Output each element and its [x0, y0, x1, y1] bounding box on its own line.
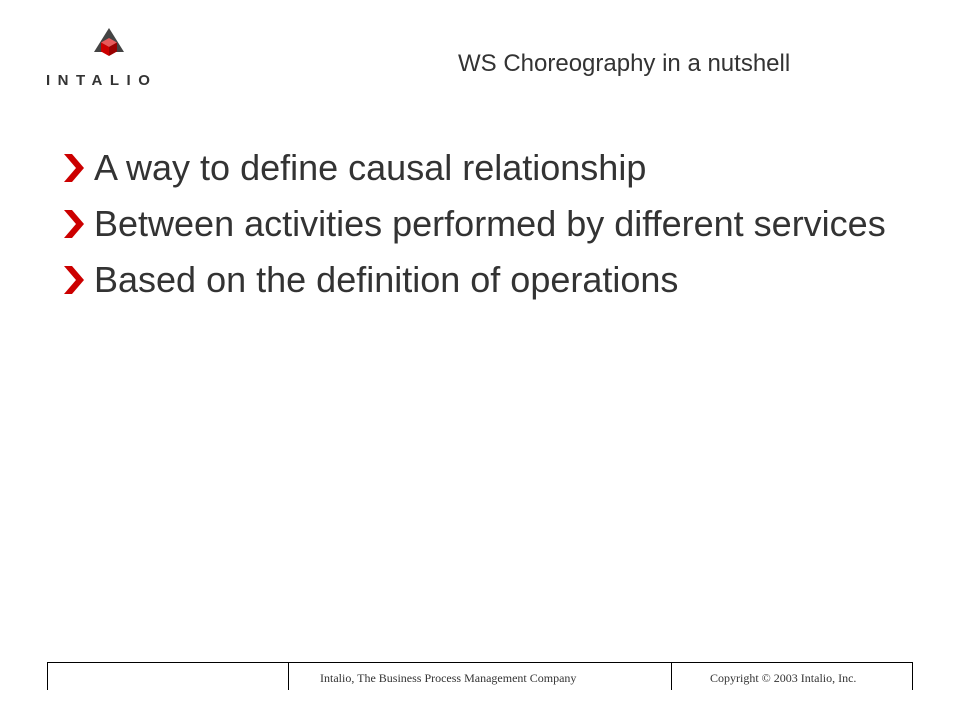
footer-divider — [47, 663, 48, 690]
footer-bar — [47, 662, 913, 689]
footer-copyright: Copyright © 2003 Intalio, Inc. — [710, 671, 857, 685]
chevron-right-icon — [60, 210, 86, 238]
footer-divider — [912, 663, 913, 690]
bullet-item — [60, 200, 900, 247]
footer-company: Intalio, The Business Process Management Company — [320, 671, 577, 685]
bullet-text: Based on the definition of operations — [94, 259, 679, 300]
bullet-item — [60, 144, 900, 191]
chevron-right-icon — [60, 266, 86, 294]
intalio-logo — [46, 28, 176, 94]
bullet-text: A way to define causal relationship — [94, 147, 647, 188]
slide-title: WS Choreography in a nutshell — [458, 50, 791, 77]
footer-divider — [671, 663, 672, 690]
footer-divider — [288, 663, 289, 690]
cube-icon — [94, 28, 124, 62]
bullet-item — [60, 256, 900, 303]
logo-wordmark: INTALIO — [46, 72, 158, 89]
bullet-list — [60, 144, 900, 312]
chevron-right-icon — [60, 154, 86, 182]
bullet-text: Between activities performed by different services — [94, 203, 886, 244]
